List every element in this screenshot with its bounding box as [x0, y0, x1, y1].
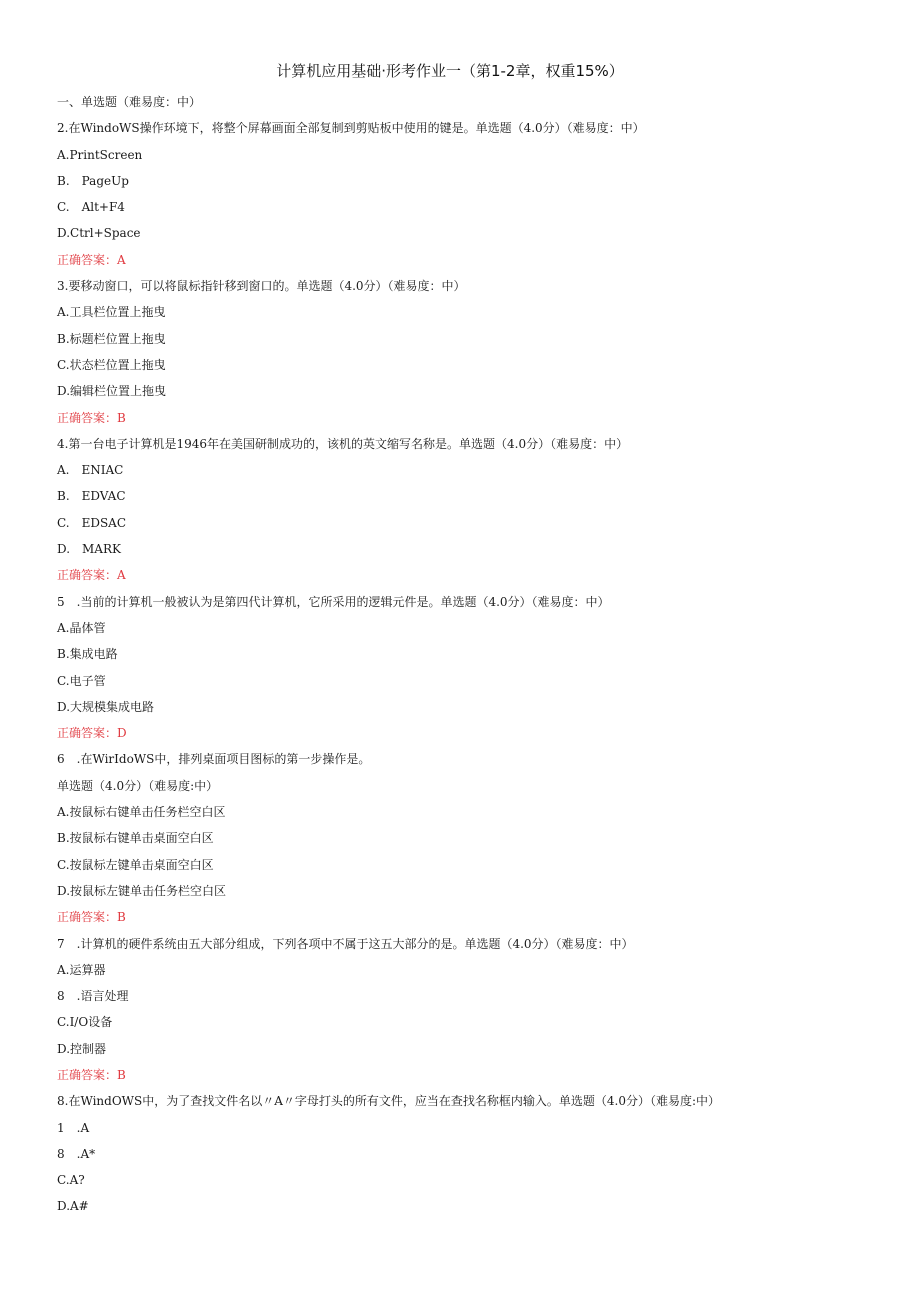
option-b: B.集成电路 — [57, 647, 118, 662]
correct-answer — [57, 1062, 877, 1088]
answer-value: D — [117, 726, 127, 741]
correct-answer — [57, 405, 877, 431]
answer-value: B — [117, 910, 126, 925]
document-title: 计算机应用基础·形考作业一（第1-2章，权重15%） — [276, 62, 624, 80]
option-d: D.A# — [57, 1199, 89, 1214]
question-stem: 3.要移动窗口，可以将鼠标指针移到窗口的。单选题（4.0分）（难易度：中） — [57, 279, 466, 294]
option-b: 8 .A* — [57, 1146, 96, 1161]
question-stem: 4.第一台电子计算机是1946年在美国研制成功的，该机的英文缩写名称是。单选题（4.0分）（难易度：中） — [57, 436, 629, 451]
answer-value: A — [117, 252, 126, 267]
option-b: B.按鼠标右键单击桌面空白区 — [57, 831, 214, 846]
answer-label: 正确答案： — [57, 910, 118, 925]
option-d: D.Ctrl+Space — [57, 226, 141, 241]
option-d: D. MARK — [57, 542, 121, 557]
answer-value: B — [117, 410, 126, 425]
option-a: A.工具栏位置上拖曳 — [57, 305, 166, 320]
option-d: D.按鼠标左键单击任务栏空白区 — [57, 883, 227, 898]
question-stem: 2.在WindoWS操作环境下，将整个屏幕画面全部复制到剪贴板中使用的键是。单选题（4.0分）（难易度：中） — [57, 121, 645, 136]
option-d: D.大规模集成电路 — [57, 699, 155, 714]
question-stem-continued: 单选题（4.0分）（难易度:中） — [57, 778, 219, 793]
question-stem: 7 .计算机的硬件系统由五大部分组成，下列各项中不属于这五大部分的是。单选题（4.0分）（难易度：中） — [57, 936, 634, 951]
option-a: A.运算器 — [57, 962, 106, 977]
option-a: A.晶体管 — [57, 620, 106, 635]
answer-label: 正确答案： — [57, 1067, 118, 1082]
option-c: C. Alt+F4 — [57, 200, 125, 215]
answer-value: B — [117, 1067, 126, 1082]
option-a: A.PrintScreen — [57, 147, 143, 162]
option-b: B.标题栏位置上拖曳 — [57, 331, 166, 346]
question-stem: 6 .在WirIdoWS中，排列桌面项目图标的第一步操作是。 — [57, 752, 371, 767]
correct-answer — [57, 904, 877, 930]
option-c: C.状态栏位置上拖曳 — [57, 357, 166, 372]
option-b: 8 .语言处理 — [57, 989, 129, 1004]
option-b: B. PageUp — [57, 173, 129, 188]
option-b: B. EDVAC — [57, 489, 126, 504]
option-c: C.电子管 — [57, 673, 106, 688]
question-stem: 8.在WindOWS中，为了查找文件名以〃A〃字母打头的所有文件，应当在查找名称框内输入。单选题（4.0分）（难易度:中） — [57, 1094, 721, 1109]
answer-label: 正确答案： — [57, 568, 118, 583]
question-stem: 5 .当前的计算机一般被认为是第四代计算机，它所采用的逻辑元件是。单选题（4.0分）（难易度：中） — [57, 594, 610, 609]
option-c: C.I/O设备 — [57, 1015, 113, 1030]
answer-label: 正确答案： — [57, 726, 118, 741]
correct-answer — [57, 562, 877, 588]
option-c: C.A? — [57, 1173, 85, 1188]
option-c: C. EDSAC — [57, 515, 127, 530]
option-d: D.控制器 — [57, 1041, 107, 1056]
correct-answer — [57, 247, 877, 273]
option-d: D.编辑栏位置上拖曳 — [57, 384, 167, 399]
section-heading: 一、单选题（难易度：中） — [57, 95, 202, 109]
answer-value: A — [117, 568, 126, 583]
option-a: 1 .A — [57, 1120, 90, 1135]
option-c: C.按鼠标左键单击桌面空白区 — [57, 857, 214, 872]
option-a: A.按鼠标右键单击任务栏空白区 — [57, 805, 226, 820]
option-a: A. ENIAC — [57, 463, 124, 478]
answer-label: 正确答案： — [57, 410, 118, 425]
answer-label: 正确答案： — [57, 252, 118, 267]
correct-answer — [57, 720, 877, 746]
question-list — [57, 89, 877, 1220]
